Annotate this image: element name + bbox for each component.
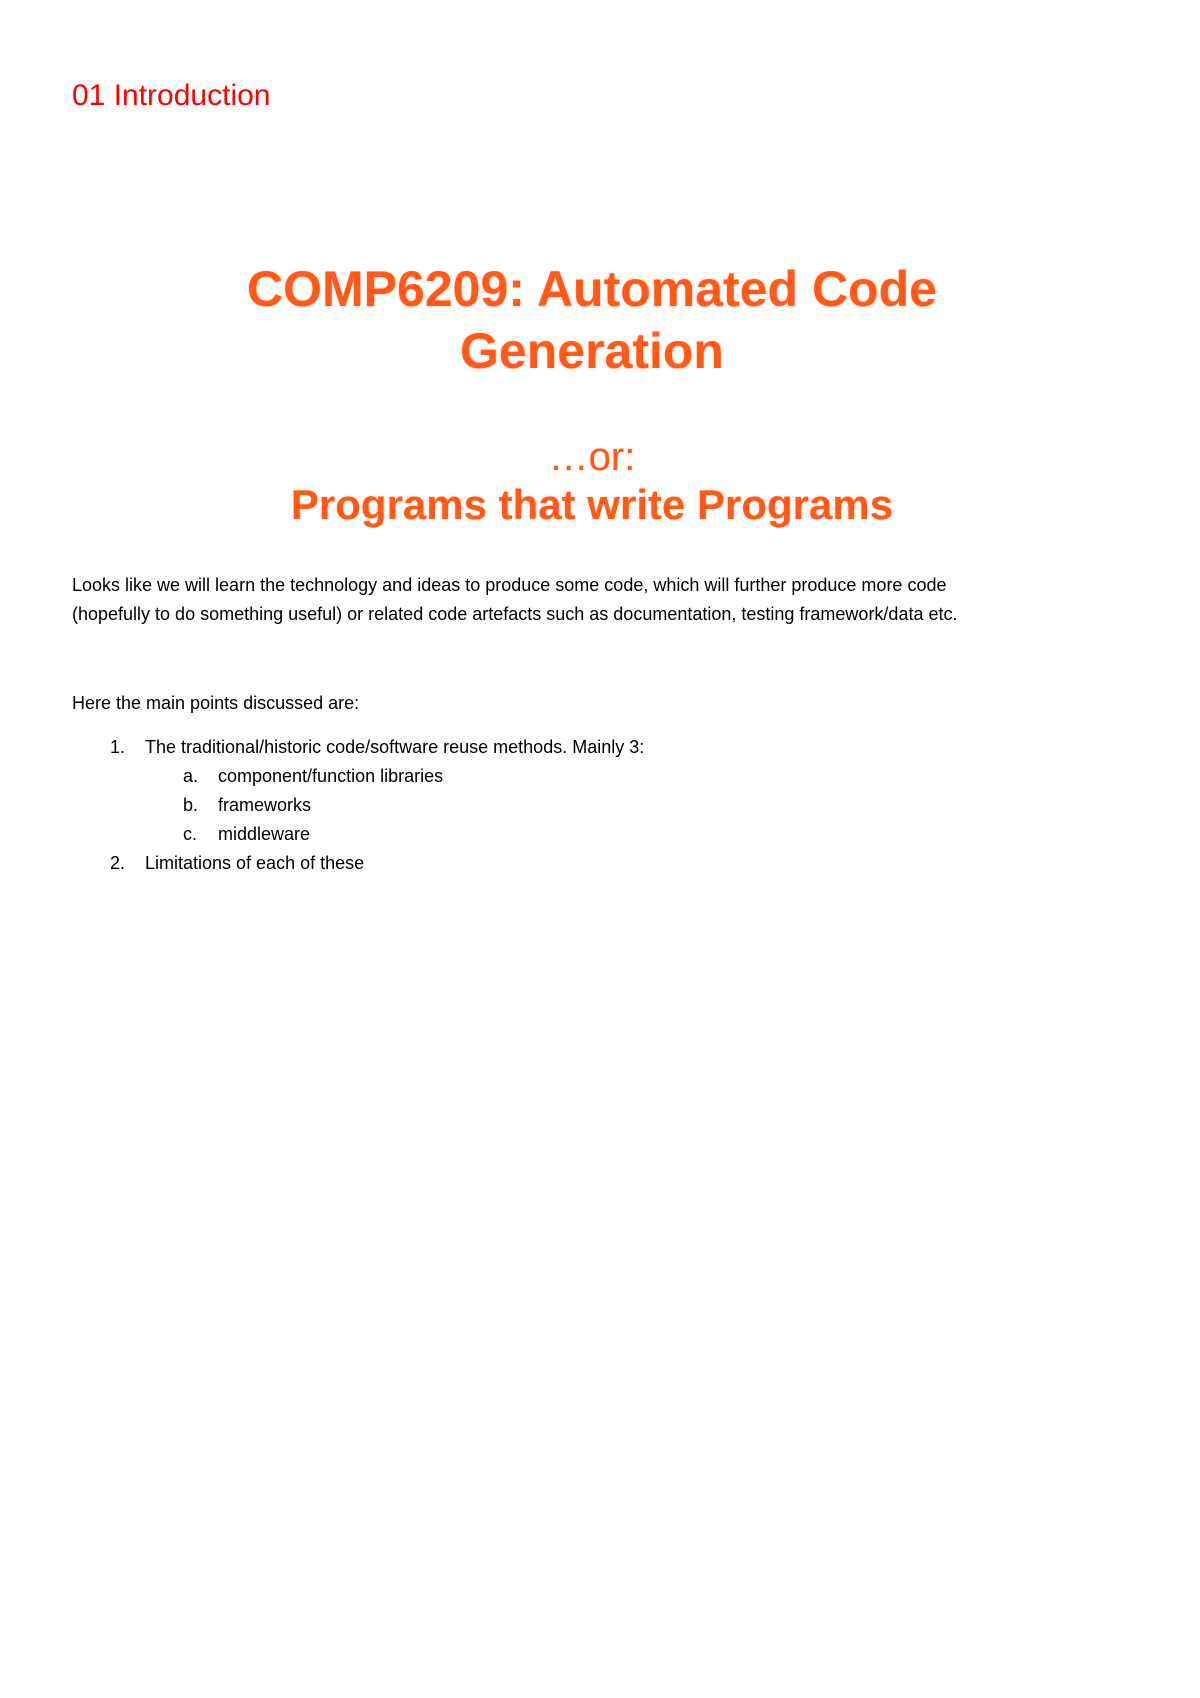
points-list (72, 733, 1132, 878)
points-intro: Here the main points discussed are: (72, 693, 360, 713)
sub-list-marker: a. (183, 766, 199, 786)
sub-list-item (72, 791, 1132, 820)
list-item-text: The traditional/historic code/software reuse methods. Mainly 3: (145, 737, 645, 757)
slide-subtitle: Programs that write Programs (290, 481, 894, 528)
slide-title (52, 258, 1132, 382)
paragraph-line-1: Looks like we will learn the technology and ideas to produce some code, which will further produce more code (72, 575, 947, 595)
sub-list-item (72, 820, 1132, 849)
list-item (72, 733, 1132, 762)
sub-list-marker: b. (183, 795, 199, 815)
sub-list-item-text: frameworks (218, 795, 312, 815)
slide-image (72, 258, 1132, 530)
page-heading: 01 Introduction (72, 79, 271, 112)
intro-paragraph (72, 571, 1132, 629)
sub-list-item-text: component/function libraries (218, 766, 444, 786)
slide-title-line1: COMP6209: Automated Code (247, 261, 937, 317)
list-item-text: Limitations of each of these (145, 853, 365, 873)
paragraph-line-2: (hopefully to do something useful) or related code artefacts such as documentation, testing framework/data etc. (72, 604, 958, 624)
slide-or-text: …or: (548, 435, 636, 479)
list-item (72, 849, 1132, 878)
sub-list-marker: c. (183, 824, 198, 844)
list-marker: 2. (110, 853, 126, 873)
sub-list-item (72, 762, 1132, 791)
list-marker: 1. (110, 737, 126, 757)
slide-title-line2: Generation (460, 323, 724, 379)
sub-list-item-text: middleware (218, 824, 311, 844)
